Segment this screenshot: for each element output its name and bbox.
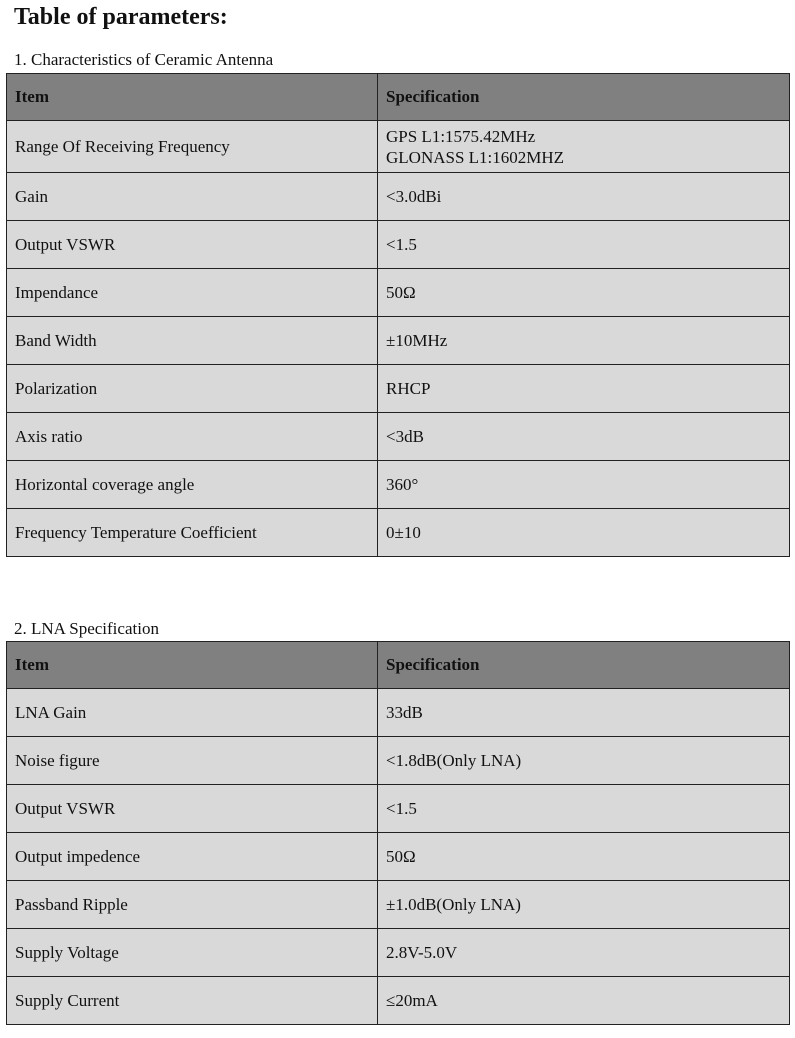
table-row: [7, 509, 790, 557]
spec-cell: 0±10: [378, 509, 790, 557]
item-cell: Gain: [7, 173, 378, 221]
spec-cell: 50Ω: [378, 269, 790, 317]
spec-cell: ±1.0dB(Only LNA): [378, 881, 790, 929]
item-cell: Output impedence: [7, 833, 378, 881]
spec-line: GPS L1:1575.42MHz: [386, 126, 536, 146]
spec-cell: <1.5: [378, 785, 790, 833]
table-row: [7, 365, 790, 413]
table-row: [7, 977, 790, 1025]
item-cell: Supply Voltage: [7, 929, 378, 977]
spec-cell: 33dB: [378, 689, 790, 737]
table-row: [7, 317, 790, 365]
table-row: [7, 121, 790, 173]
item-cell: Horizontal coverage angle: [7, 461, 378, 509]
item-cell: Output VSWR: [7, 221, 378, 269]
item-cell: LNA Gain: [7, 689, 378, 737]
spec-cell: <1.5: [378, 221, 790, 269]
spec-cell: ±10MHz: [378, 317, 790, 365]
antenna-table: [6, 73, 790, 557]
spec-cell: 2.8V-5.0V: [378, 929, 790, 977]
page-title: Table of parameters:: [14, 4, 228, 30]
item-cell: Passband Ripple: [7, 881, 378, 929]
col-spec: Specification: [378, 74, 790, 121]
spec-cell: 50Ω: [378, 833, 790, 881]
table-row: [7, 929, 790, 977]
table-header: [7, 74, 790, 121]
table-row: [7, 461, 790, 509]
table-row: [7, 689, 790, 737]
item-cell: Noise figure: [7, 737, 378, 785]
table-row: [7, 881, 790, 929]
item-cell: Axis ratio: [7, 413, 378, 461]
table-row: [7, 413, 790, 461]
spec-cell: [378, 121, 790, 173]
spec-cell: <1.8dB(Only LNA): [378, 737, 790, 785]
table-row: [7, 269, 790, 317]
spec-cell: ≤20mA: [378, 977, 790, 1025]
spec-cell: 360°: [378, 461, 790, 509]
spec-cell: <3dB: [378, 413, 790, 461]
table-row: [7, 833, 790, 881]
table-row: [7, 221, 790, 269]
item-cell: Supply Current: [7, 977, 378, 1025]
spec-line: GLONASS L1:1602MHZ: [386, 147, 565, 167]
item-cell: Band Width: [7, 317, 378, 365]
spec-cell: <3.0dBi: [378, 173, 790, 221]
item-cell: Output VSWR: [7, 785, 378, 833]
table-row: [7, 737, 790, 785]
spec-cell: RHCP: [378, 365, 790, 413]
col-spec: Specification: [378, 642, 790, 689]
col-item: Item: [7, 642, 378, 689]
table-row: [7, 173, 790, 221]
item-cell: Polarization: [7, 365, 378, 413]
table-row: [7, 785, 790, 833]
item-cell: Frequency Temperature Coefficient: [7, 509, 378, 557]
item-cell: Range Of Receiving Frequency: [7, 121, 378, 173]
col-item: Item: [7, 74, 378, 121]
item-cell: Impendance: [7, 269, 378, 317]
table-header: [7, 642, 790, 689]
section2-heading: 2. LNA Specification: [14, 619, 159, 638]
lna-table: [6, 641, 790, 1025]
section1-heading: 1. Characteristics of Ceramic Antenna: [14, 50, 274, 69]
